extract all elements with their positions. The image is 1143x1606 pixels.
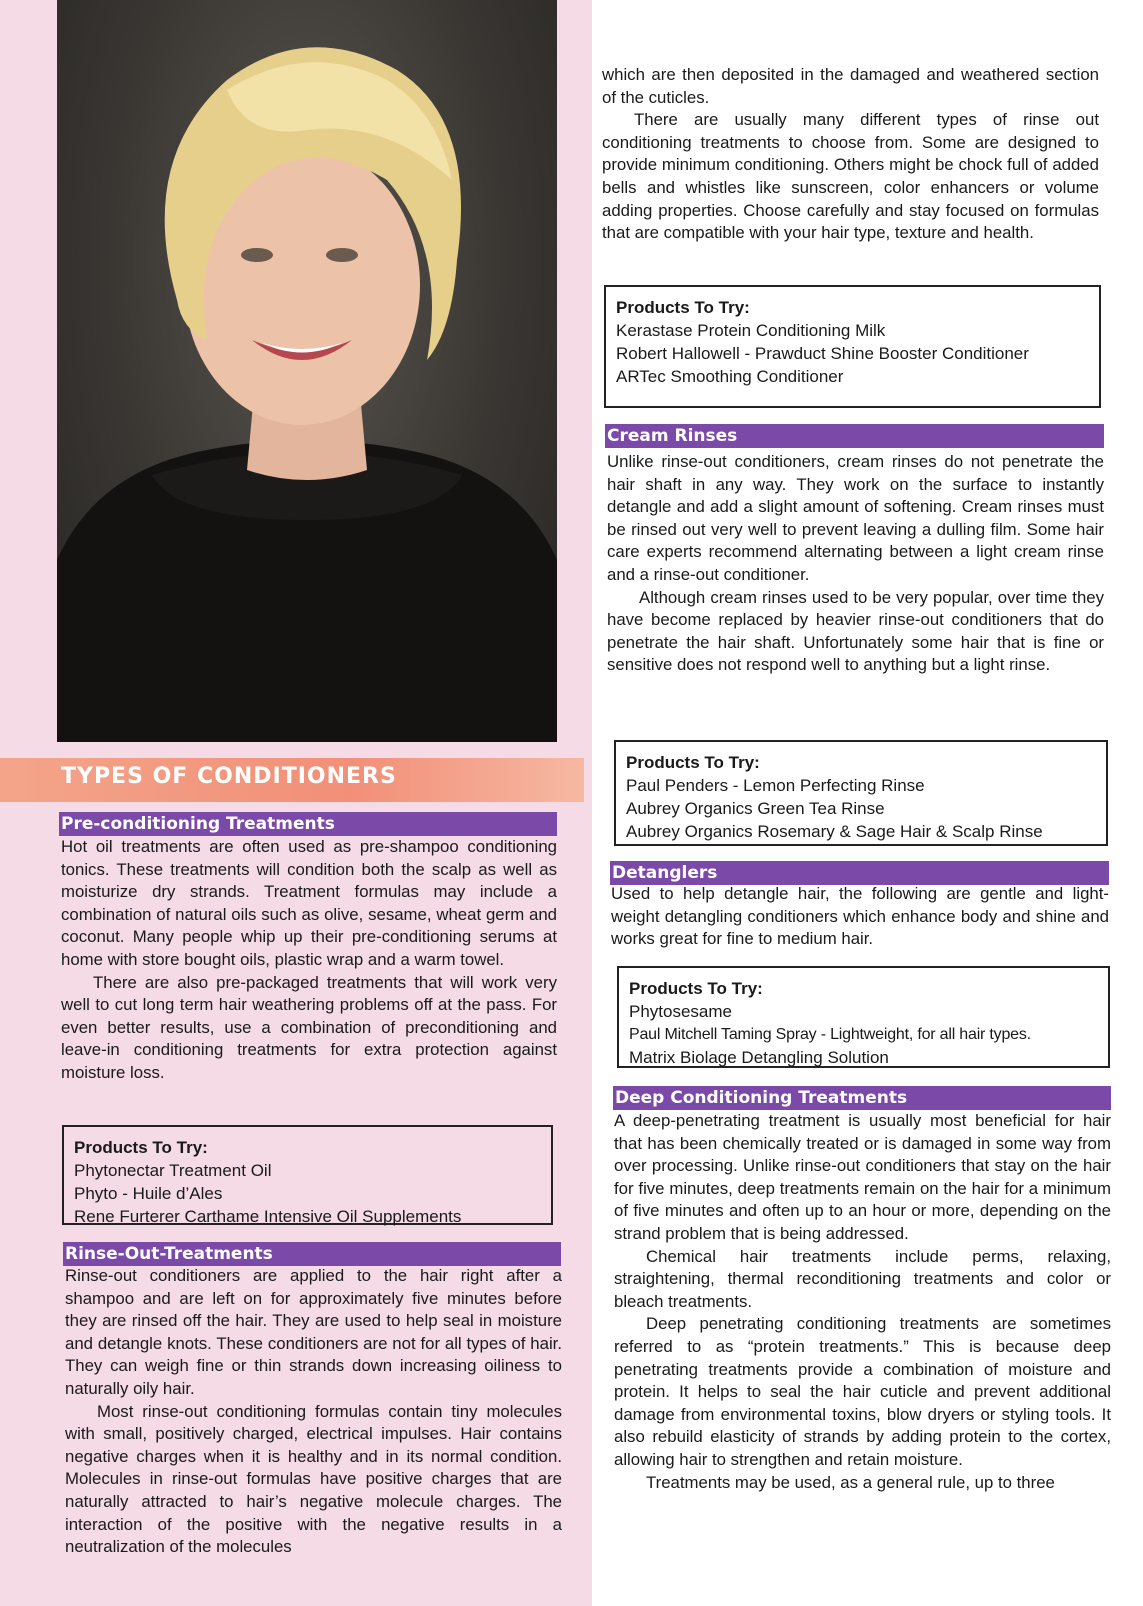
rinseout-continued-paragraph-1: which are then deposited in the damaged and weathered section of the cuticles. [602, 65, 1099, 107]
product-item: ARTec Smoothing Conditioner [616, 367, 844, 386]
page-heading: TYPES OF CONDITIONERS [61, 764, 397, 789]
cream-rinses-paragraph-2: Although cream rinses used to be very popular, over time they have become replaced by heavier rinse-out conditioners that do penetrate the hair shaft. Unfortunately some hair that is fine or sensitive does not respond well to anything but a light rinse. [607, 587, 1104, 675]
products-title: Products To Try: [74, 1138, 208, 1157]
preconditioning-products-box [62, 1125, 553, 1225]
section-title-preconditioning: Pre-conditioning Treatments [59, 812, 557, 836]
portrait-photo [57, 0, 557, 742]
section-title-detanglers: Detanglers [610, 861, 1109, 885]
detanglers-paragraph-1: Used to help detangle hair, the following are gentle and light-weight detangling conditioners which enhance body and shine and works great for fine to medium hair. [611, 884, 1109, 949]
cream-rinses-paragraph-1: Unlike rinse-out conditioners, cream rinses do not penetrate the hair shaft in any way. They work on the surface to instantly detangle and add a slight amount of softening. Cream rinses must be rinsed out very well to prevent leaving a dulling film. Some hair care experts recommend alternating between a light cream rinse and a rinse-out conditioner. [607, 452, 1104, 584]
product-item: Aubrey Organics Rosemary & Sage Hair & Scalp Rinse [626, 822, 1043, 841]
section-title-cream-rinses: Cream Rinses [605, 424, 1104, 448]
rinseout-continued-paragraph-2: There are usually many different types of rinse out conditioning treatments to choose from. Some are designed to provide minimum conditioning. Others might be chock full of added bells and whistles like sunscreen, color enhancers or volume adding properties. Choose carefully and stay focused on formulas that are compatible with your hair type, texture and health. [602, 110, 1099, 243]
deep-paragraph-1: A deep-penetrating treatment is usually most beneficial for hair that has been chemically treated or is damaged in some way from over processing. Unlike rinse-out conditioners that stay on the hair for five minutes, deep treatments remain on the hair for a minimum of five minutes and often up to an hour or more, depending on the strand problem that is being addressed. [614, 1111, 1111, 1243]
products-title: Products To Try: [616, 298, 750, 317]
deep-paragraph-2: Chemical hair treatments include perms, relaxing, straightening, thermal reconditioning treatments and color or bleach treatments. [614, 1246, 1111, 1311]
preconditioning-paragraph-2: There are also pre-packaged treatments that will work very well to cut long term hair weathering problems off at the pass. For even better results, use a combination of preconditioning and leave-in conditioning treatments for extra protection against moisture loss. [61, 972, 557, 1082]
section-title-deep-conditioning: Deep Conditioning Treatments [613, 1086, 1111, 1110]
deep-paragraph-3: Deep penetrating conditioning treatments are sometimes referred to as “protein treatments.” This is because deep penetrating treatments provide a combination of moisture and protein. It helps to seal the hair cuticle and prevent additional damage from environmental toxins, blow dryers or styling tools. It also rebuild elasticity of strands by adding protein to the cortex, allowing hair to strengthen and retain moisture. [614, 1314, 1111, 1469]
product-item: Kerastase Protein Conditioning Milk [616, 321, 886, 340]
preconditioning-body [61, 836, 557, 1085]
cream-rinses-products-box [614, 740, 1108, 846]
product-item: Rene Furterer Carthame Intensive Oil Supplements [74, 1207, 462, 1226]
preconditioning-paragraph-1: Hot oil treatments are often used as pre-shampoo conditioning tonics. These treatments will condition both the scalp as well as moisturize dry strands. Treatment formulas may include a combination of natural oils such as olive, sesame, wheat germ and coconut. Many people whip up their pre-conditioning serums at home with store bought oils, plastic wrap and a warm towel. [61, 837, 557, 969]
rinseout-paragraph-1: Rinse-out conditioners are applied to the hair right after a shampoo and are left on for approximately five minutes before they are rinsed off the hair. They are used to help seal in moisture and detangle knots. These conditioners are not for all types of hair. They can weigh fine or thin strands down increasing oiliness to naturally oily hair. [65, 1266, 562, 1398]
rinseout-products-box [604, 285, 1101, 408]
rinseout-body [65, 1265, 562, 1559]
product-item: Phyto - Huile d’Ales [74, 1184, 223, 1203]
deep-conditioning-body [614, 1110, 1111, 1494]
product-item: Paul Mitchell Taming Spray - Lightweight, for all hair types. [629, 1026, 1031, 1043]
deep-paragraph-4: Treatments may be used, as a general rule, up to three [646, 1472, 1055, 1492]
product-item: Robert Hallowell - Prawduct Shine Booster Conditioner [616, 344, 1029, 363]
products-title: Products To Try: [629, 979, 763, 998]
section-title-rinseout: Rinse-Out-Treatments [63, 1242, 561, 1266]
detanglers-body [611, 883, 1109, 951]
rinseout-continued-body [602, 64, 1099, 245]
product-item: Phytonectar Treatment Oil [74, 1161, 272, 1180]
cream-rinses-body [607, 451, 1104, 677]
product-item: Paul Penders - Lemon Perfecting Rinse [626, 776, 925, 795]
product-item: Matrix Biolage Detangling Solution [629, 1048, 889, 1067]
product-item: Aubrey Organics Green Tea Rinse [626, 799, 885, 818]
product-item: Phytosesame [629, 1002, 732, 1021]
rinseout-paragraph-2: Most rinse-out conditioning formulas contain tiny molecules with small, positively charged, electrical impulses. Hair contains negative charges when it is healthy and in its normal condition. Molecules in rinse-out formulas have positive charges that are naturally attracted to hair’s negative molecule charges. The interaction of the positive with the negative results in a neutralization of the molecules [65, 1401, 562, 1557]
detanglers-products-box [617, 966, 1110, 1068]
products-title: Products To Try: [626, 753, 760, 772]
